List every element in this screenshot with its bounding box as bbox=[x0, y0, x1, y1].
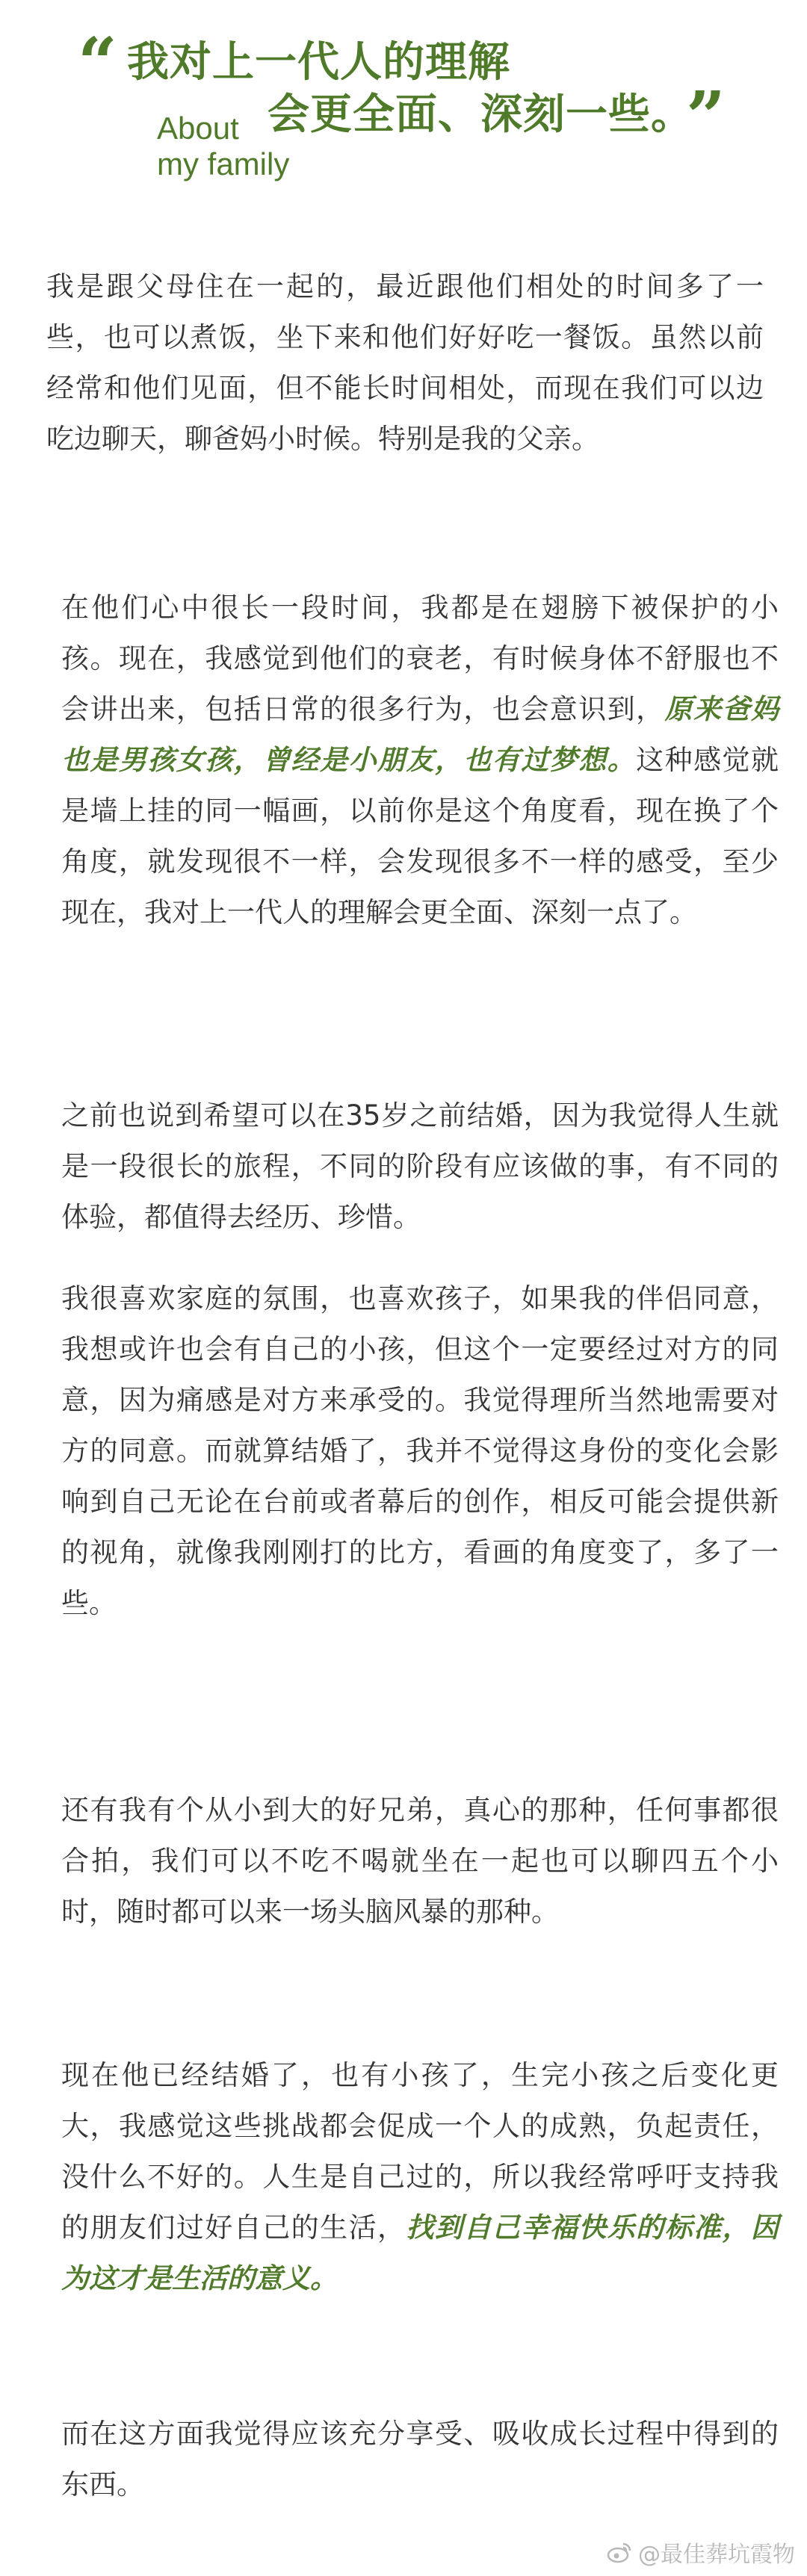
paragraph-7: 而在这方面我觉得应该充分享受、吸收成长过程中得到的东西。 bbox=[61, 2418, 779, 2501]
paragraph-2-text-b: 这种感觉就是墙上挂的同一幅画，以前你是这个角度看，现在换了个角度，就发现很不一样，会发现很多不一样的感受，至少现在，我对上一代人的理解会更全面、深刻一点了。 bbox=[61, 744, 779, 928]
close-quote-mark: ” bbox=[686, 76, 726, 157]
title-line-1: 我对上一代人的理解 bbox=[127, 38, 510, 87]
paragraph-6 bbox=[61, 2050, 779, 2304]
paragraph-2 bbox=[61, 583, 779, 938]
paragraph-1: 我是跟父母住在一起的，最近跟他们相处的时间多了一些，也可以煮饭，坐下来和他们好好吃一餐饭。虽然以前经常和他们见面，但不能长时间相处，而现在我们可以边吃边聊天，聊爸妈小时候。特别是我的父亲。 bbox=[46, 270, 764, 455]
article-header bbox=[0, 0, 807, 224]
paragraph-2-text-a: 在他们心中很长一段时间，我都是在翅膀下被保护的小孩。现在，我感觉到他们的衰老，有时候身体不舒服也不会讲出来，包括日常的很多行为，也会意识到， bbox=[61, 592, 779, 725]
english-subtitle-line-1: About bbox=[157, 111, 239, 146]
paragraph-6-text: 现在他已经结婚了，也有小孩了，生完小孩之后变化更大，我感觉这些挑战都会促成一个人的成熟，负起责任，没什么不好的。人生是自己过的，所以我经常呼吁支持我的朋友们过好自己的生活， bbox=[61, 2059, 779, 2244]
title-line-2: 会更全面、深刻一些。 bbox=[268, 90, 693, 139]
paragraph-2-highlight: 原来爸妈也是男孩女孩，曾经是小朋友，也有过梦想。 bbox=[61, 693, 779, 776]
english-subtitle-line-2: my family bbox=[157, 146, 290, 181]
weibo-icon bbox=[607, 2541, 632, 2563]
paragraph-5: 还有我有个从小到大的好兄弟，真心的那种，任何事都很合拍，我们可以不吃不喝就坐在一起也可以聊四五个小时，随时都可以来一场头脑风暴的那种。 bbox=[61, 1794, 779, 1928]
watermark-text: @最佳葬坑霞物 bbox=[638, 2542, 795, 2568]
paragraph-3: 之前也说到希望可以在35岁之前结婚，因为我觉得人生就是一段很长的旅程，不同的阶段有应该做的事，有不同的体验，都值得去经历、珍惜。 bbox=[61, 1099, 779, 1233]
paragraph-6-highlight: 找到自己幸福快乐的标准，因为这才是生活的意义。 bbox=[61, 2212, 779, 2294]
open-quote-mark: “ bbox=[78, 22, 117, 103]
weibo-watermark bbox=[607, 2536, 795, 2569]
paragraph-4: 我很喜欢家庭的氛围，也喜欢孩子，如果我的伴侣同意，我想或许也会有自己的小孩，但这个一定要经过对方的同意，因为痛感是对方来承受的。我觉得理所当然地需要对方的同意。而就算结婚了，我并不觉得这身份的变化会影响到自己无论在台前或者幕后的创作，相反可能会提供新的视角，就像我刚刚打的比方，看画的角度变了，多了一些。 bbox=[61, 1282, 779, 1619]
